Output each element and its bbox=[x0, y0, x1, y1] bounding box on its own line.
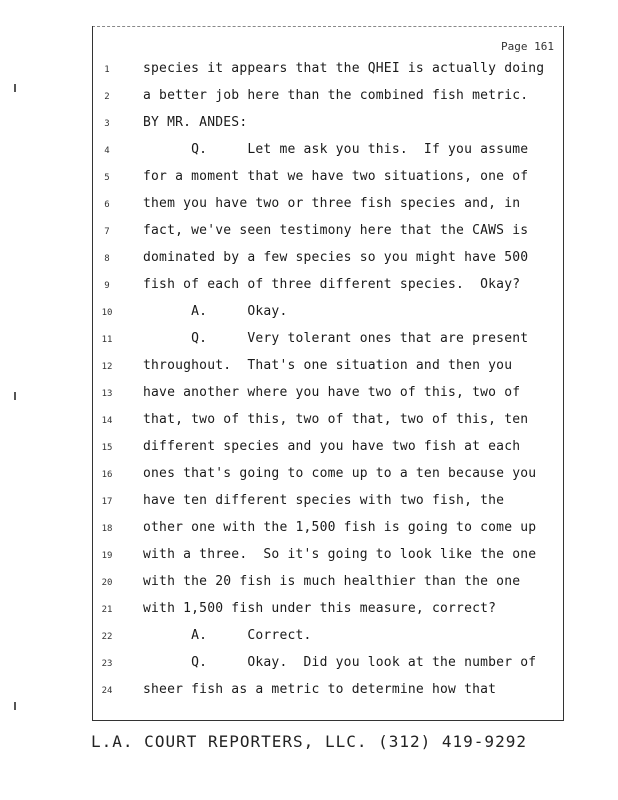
line-text: throughout. That's one situation and then you bbox=[143, 358, 513, 373]
line-text: species it appears that the QHEI is actually doing bbox=[143, 61, 545, 76]
line-number: 23 bbox=[101, 659, 113, 669]
transcript-line bbox=[0, 461, 618, 488]
transcript-line bbox=[0, 677, 618, 704]
line-number: 6 bbox=[104, 200, 110, 210]
line-number: 10 bbox=[101, 308, 113, 318]
line-number: 20 bbox=[101, 578, 113, 588]
transcript-line bbox=[0, 110, 618, 137]
transcript-line bbox=[0, 353, 618, 380]
line-text: ones that's going to come up to a ten because you bbox=[143, 466, 537, 481]
line-number: 18 bbox=[101, 524, 113, 534]
transcript-line bbox=[0, 56, 618, 83]
page-number: Page 161 bbox=[501, 40, 554, 53]
line-text: that, two of this, two of that, two of this, ten bbox=[143, 412, 529, 427]
line-number: 16 bbox=[101, 470, 113, 480]
line-text: a better job here than the combined fish metric. bbox=[143, 88, 529, 103]
line-text: sheer fish as a metric to determine how that bbox=[143, 682, 497, 697]
line-number: 1 bbox=[104, 65, 110, 75]
line-number: 15 bbox=[101, 443, 113, 453]
line-text: with 1,500 fish under this measure, correct? bbox=[143, 601, 497, 616]
line-number: 12 bbox=[101, 362, 113, 372]
line-number: 11 bbox=[101, 335, 113, 345]
line-text: fact, we've seen testimony here that the CAWS is bbox=[143, 223, 529, 238]
line-number: 7 bbox=[104, 227, 110, 237]
line-number: 14 bbox=[101, 416, 113, 426]
transcript-line bbox=[0, 650, 618, 677]
line-text: fish of each of three different species. Okay? bbox=[143, 277, 521, 292]
line-text: different species and you have two fish at each bbox=[143, 439, 521, 454]
line-number: 4 bbox=[104, 146, 110, 156]
line-number: 24 bbox=[101, 686, 113, 696]
transcript-line bbox=[0, 164, 618, 191]
line-text: Q. Very tolerant ones that are present bbox=[143, 331, 529, 346]
line-text: dominated by a few species so you might have 500 bbox=[143, 250, 529, 265]
transcript-line bbox=[0, 191, 618, 218]
line-number: 3 bbox=[104, 119, 110, 129]
line-number: 17 bbox=[101, 497, 113, 507]
transcript-line bbox=[0, 542, 618, 569]
line-text: Q. Let me ask you this. If you assume bbox=[143, 142, 529, 157]
transcript-line bbox=[0, 326, 618, 353]
transcript-line bbox=[0, 623, 618, 650]
line-number: 22 bbox=[101, 632, 113, 642]
line-number: 8 bbox=[104, 254, 110, 264]
transcript-line bbox=[0, 380, 618, 407]
transcript-line bbox=[0, 137, 618, 164]
transcript-line bbox=[0, 218, 618, 245]
line-number: 9 bbox=[104, 281, 110, 291]
transcript-line bbox=[0, 83, 618, 110]
line-text: them you have two or three fish species and, in bbox=[143, 196, 521, 211]
transcript-line bbox=[0, 299, 618, 326]
line-number: 13 bbox=[101, 389, 113, 399]
transcript-line bbox=[0, 245, 618, 272]
line-number: 21 bbox=[101, 605, 113, 615]
transcript-line bbox=[0, 596, 618, 623]
line-text: for a moment that we have two situations, one of bbox=[143, 169, 529, 184]
transcript-line bbox=[0, 407, 618, 434]
line-number: 19 bbox=[101, 551, 113, 561]
line-text: with a three. So it's going to look like the one bbox=[143, 547, 537, 562]
line-number: 2 bbox=[104, 92, 110, 102]
line-text: have ten different species with two fish, the bbox=[143, 493, 505, 508]
line-text: BY MR. ANDES: bbox=[143, 115, 248, 130]
line-text: other one with the 1,500 fish is going to come up bbox=[143, 520, 537, 535]
line-text: A. Okay. bbox=[143, 304, 288, 319]
line-text: have another where you have two of this, two of bbox=[143, 385, 521, 400]
line-text: Q. Okay. Did you look at the number of bbox=[143, 655, 537, 670]
transcript-line bbox=[0, 434, 618, 461]
transcript-line bbox=[0, 515, 618, 542]
transcript-line bbox=[0, 488, 618, 515]
line-text: A. Correct. bbox=[143, 628, 312, 643]
court-reporter-footer: L.A. COURT REPORTERS, LLC. (312) 419-9292 bbox=[91, 732, 527, 751]
transcript-line bbox=[0, 272, 618, 299]
transcript-line bbox=[0, 569, 618, 596]
line-number: 5 bbox=[104, 173, 110, 183]
line-text: with the 20 fish is much healthier than the one bbox=[143, 574, 521, 589]
